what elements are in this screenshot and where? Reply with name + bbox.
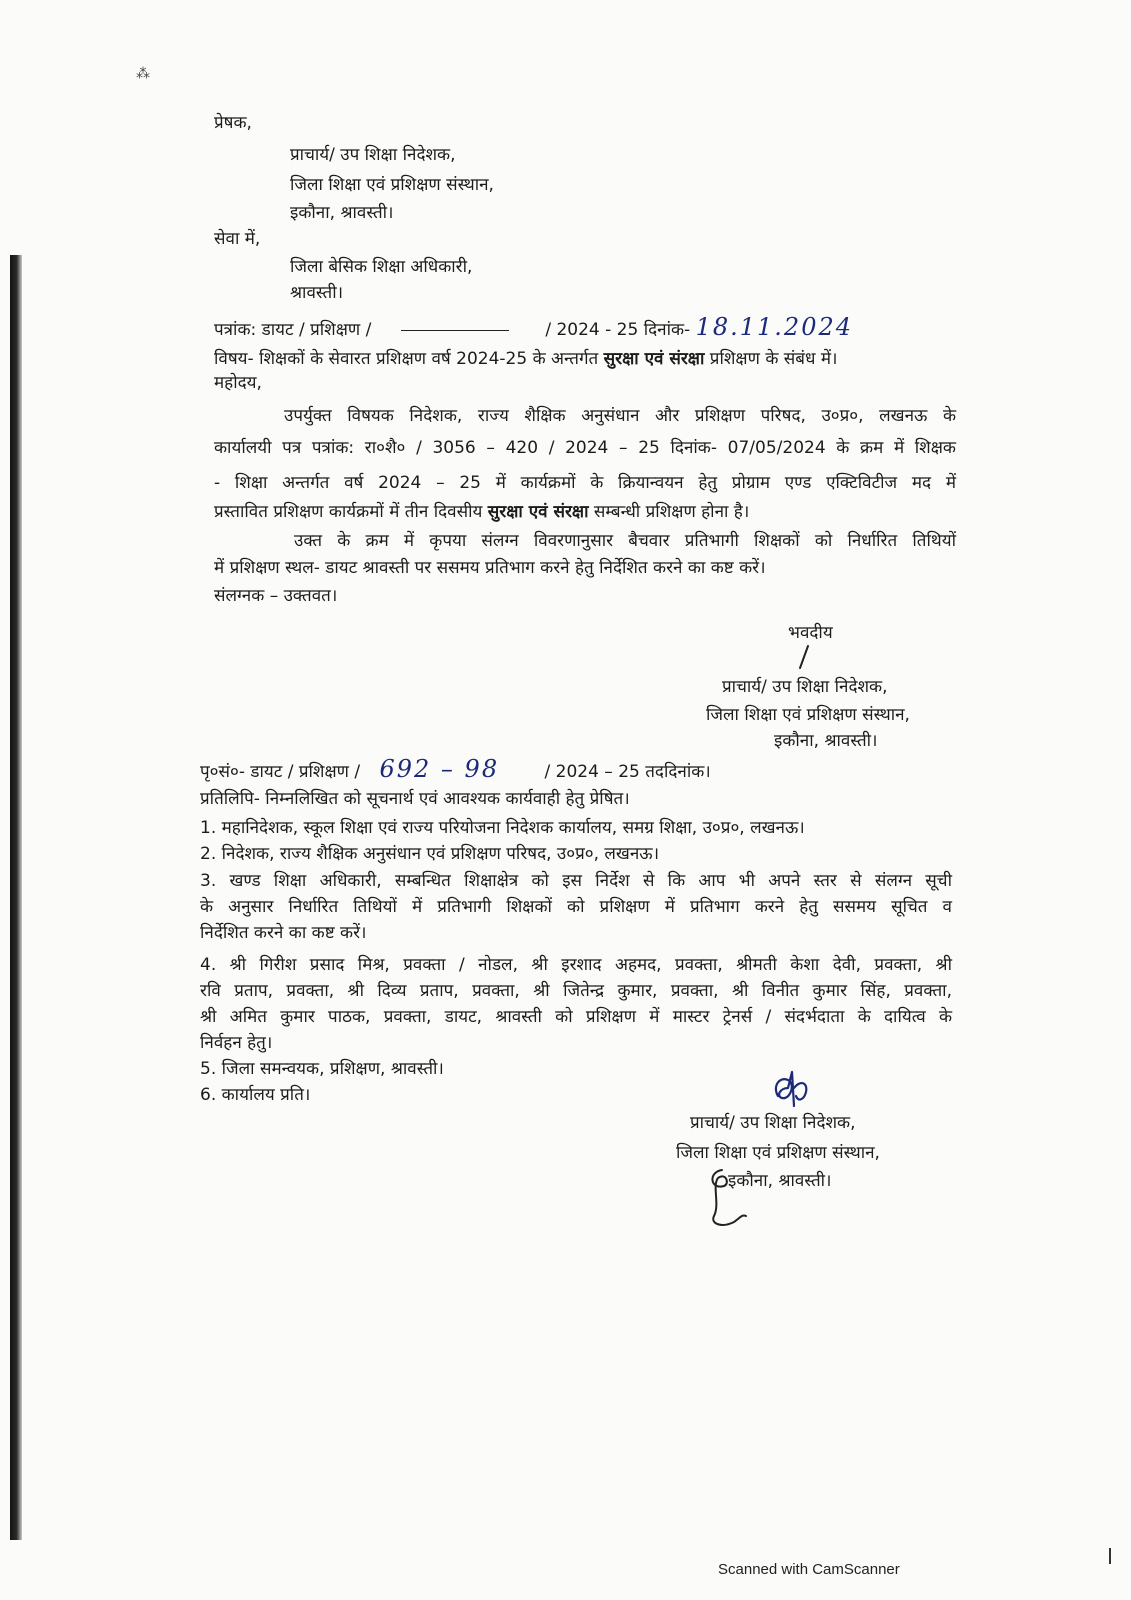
- copy-item-4-line-2: रवि प्रताप, प्रवक्ता, श्री दिव्य प्रताप, प्रवक्ता, श्री जितेन्द्र कुमार, प्रवक्ता, श्री विनीत कुमार सिंह, प्रवक्ता,: [200, 981, 952, 1001]
- reference-line: [214, 313, 854, 341]
- copy-item-4-line-1: 4. श्री गिरीश प्रसाद मिश्र, प्रवक्ता / नोडल, श्री इरशाद अहमद, प्रवक्ता, श्रीमती केशा देवी, प्रवक्ता, श्री: [200, 955, 952, 975]
- closing-line-1: प्राचार्य/ उप शिक्षा निदेशक,: [722, 677, 888, 697]
- closing-word: भवदीय: [788, 623, 833, 643]
- closing-line-3: इकौना, श्रावस्ती।: [774, 731, 878, 751]
- corner-mark: [1109, 1548, 1111, 1564]
- scan-speck: ⁂: [136, 66, 150, 82]
- sender-line-3: इकौना, श्रावस्ती।: [290, 203, 394, 223]
- handwritten-dispatch-number: 692 – 98: [379, 755, 500, 783]
- final-signature-line-1: प्राचार्य/ उप शिक्षा निदेशक,: [690, 1113, 856, 1133]
- copy-item-6: 6. कार्यालय प्रति।: [200, 1085, 311, 1105]
- copy-item-3-line-1: 3. खण्ड शिक्षा अधिकारी, सम्बन्धित शिक्षाक्षेत्र को इस निर्देश से कि आप भी अपने स्तर से संलग्न सूची: [200, 871, 952, 891]
- para1-text-end: सम्बन्धी प्रशिक्षण होना है।: [588, 502, 750, 522]
- handwritten-date: 18.11.2024: [695, 313, 854, 341]
- scan-shadow-edge: [10, 255, 22, 1540]
- final-signature-line-3: इकौना, श्रावस्ती।: [728, 1171, 832, 1191]
- copy-ref-suffix: / 2024 – 25 तददिनांक।: [544, 762, 711, 782]
- copy-intro: प्रतिलिपि- निम्नलिखित को सूचनार्थ एवं आवश्यक कार्यवाही हेतु प्रेषित।: [200, 789, 630, 809]
- copy-item-4-line-3: श्री अमित कुमार पाठक, प्रवक्ता, डायट, श्रावस्ती को प्रशिक्षण में मास्टर ट्रेनर्स / संदर्भदाता के दायित्व के: [200, 1007, 952, 1027]
- para1-line-3: - शिक्षा अन्तर्गत वर्ष 2024 – 25 में कार्यक्रमों के क्रियान्वयन हेतु प्रोग्राम एण्ड एक्टिविटीज मद में: [214, 473, 956, 493]
- closing-line-2: जिला शिक्षा एवं प्रशिक्षण संस्थान,: [706, 705, 910, 725]
- recipient-heading: सेवा में,: [214, 229, 261, 249]
- sender-line-1: प्राचार्य/ उप शिक्षा निदेशक,: [290, 145, 456, 165]
- salutation: महोदय,: [214, 373, 262, 393]
- copy-item-2: 2. निदेशक, राज्य शैक्षिक अनुसंधान एवं प्रशिक्षण परिषद, उ०प्र०, लखनऊ।: [200, 844, 660, 864]
- signature-tick-mark: [790, 642, 820, 672]
- para1-line-2: कार्यालयी पत्र पत्रांक: रा०शै० / 3056 – 420 / 2024 – 25 दिनांक- 07/05/2024 के क्रम में शिक्षक: [214, 438, 956, 458]
- reference-prefix: पत्रांक: डायट / प्रशिक्षण /: [214, 320, 372, 340]
- subject-text-end: प्रशिक्षण के संबंध में।: [704, 349, 838, 369]
- copy-item-5: 5. जिला समन्वयक, प्रशिक्षण, श्रावस्ती।: [200, 1059, 444, 1079]
- handwritten-initials: [768, 1066, 832, 1118]
- subject-text-start: विषय- शिक्षकों के सेवारत प्रशिक्षण वर्ष 2024-25 के अन्तर्गत: [214, 349, 604, 369]
- recipient-line-2: श्रावस्ती।: [290, 283, 344, 303]
- copy-reference-line: [200, 755, 711, 783]
- reference-suffix: / 2024 - 25 दिनांक-: [545, 320, 691, 340]
- copy-ref-prefix: पृ०सं०- डायट / प्रशिक्षण /: [200, 762, 361, 782]
- reference-blank: [401, 330, 509, 331]
- copy-item-1: 1. महानिदेशक, स्कूल शिक्षा एवं राज्य परियोजना निदेशक कार्यालय, समग्र शिक्षा, उ०प्र०, लखनऊ।: [200, 818, 805, 838]
- recipient-line-1: जिला बेसिक शिक्षा अधिकारी,: [290, 257, 473, 277]
- para1-bold-text: सुरक्षा एवं संरक्षा: [487, 502, 589, 522]
- enclosure-note: संलग्नक – उक्तवत।: [214, 586, 338, 606]
- subject-line: [214, 348, 837, 370]
- copy-item-3-line-3: निर्देशित करने का कष्ट करें।: [200, 923, 367, 943]
- para2-line-1: उक्त के क्रम में कृपया संलग्न विवरणानुसार बैचवार प्रतिभागी शिक्षकों को निर्धारित तिथियों: [294, 531, 956, 551]
- copy-item-3-line-2: के अनुसार निर्धारित तिथियों में प्रतिभागी शिक्षकों को प्रशिक्षण में प्रतिभाग करने हेतु ससमय सूचित व: [200, 897, 952, 917]
- sender-heading: प्रेषक,: [214, 113, 252, 133]
- scanner-watermark: Scanned with CamScanner: [718, 1561, 900, 1578]
- subject-bold-text: सुरक्षा एवं संरक्षा: [603, 349, 705, 369]
- sender-line-2: जिला शिक्षा एवं प्रशिक्षण संस्थान,: [290, 175, 494, 195]
- para1-line-4: [214, 501, 749, 523]
- final-signature-line-2: जिला शिक्षा एवं प्रशिक्षण संस्थान,: [676, 1143, 880, 1163]
- para2-line-2: में प्रशिक्षण स्थल- डायट श्रावस्ती पर ससमय प्रतिभाग करने हेतु निर्देशित करने का कष्ट करें।: [214, 558, 766, 578]
- copy-item-4-line-4: निर्वहन हेतु।: [200, 1033, 273, 1053]
- para1-text-start: प्रस्तावित प्रशिक्षण कार्यक्रमों में तीन दिवसीय: [214, 502, 488, 522]
- para1-line-1: उपर्युक्त विषयक निदेशक, राज्य शैक्षिक अनुसंधान और प्रशिक्षण परिषद, उ०प्र०, लखनऊ के: [284, 406, 956, 426]
